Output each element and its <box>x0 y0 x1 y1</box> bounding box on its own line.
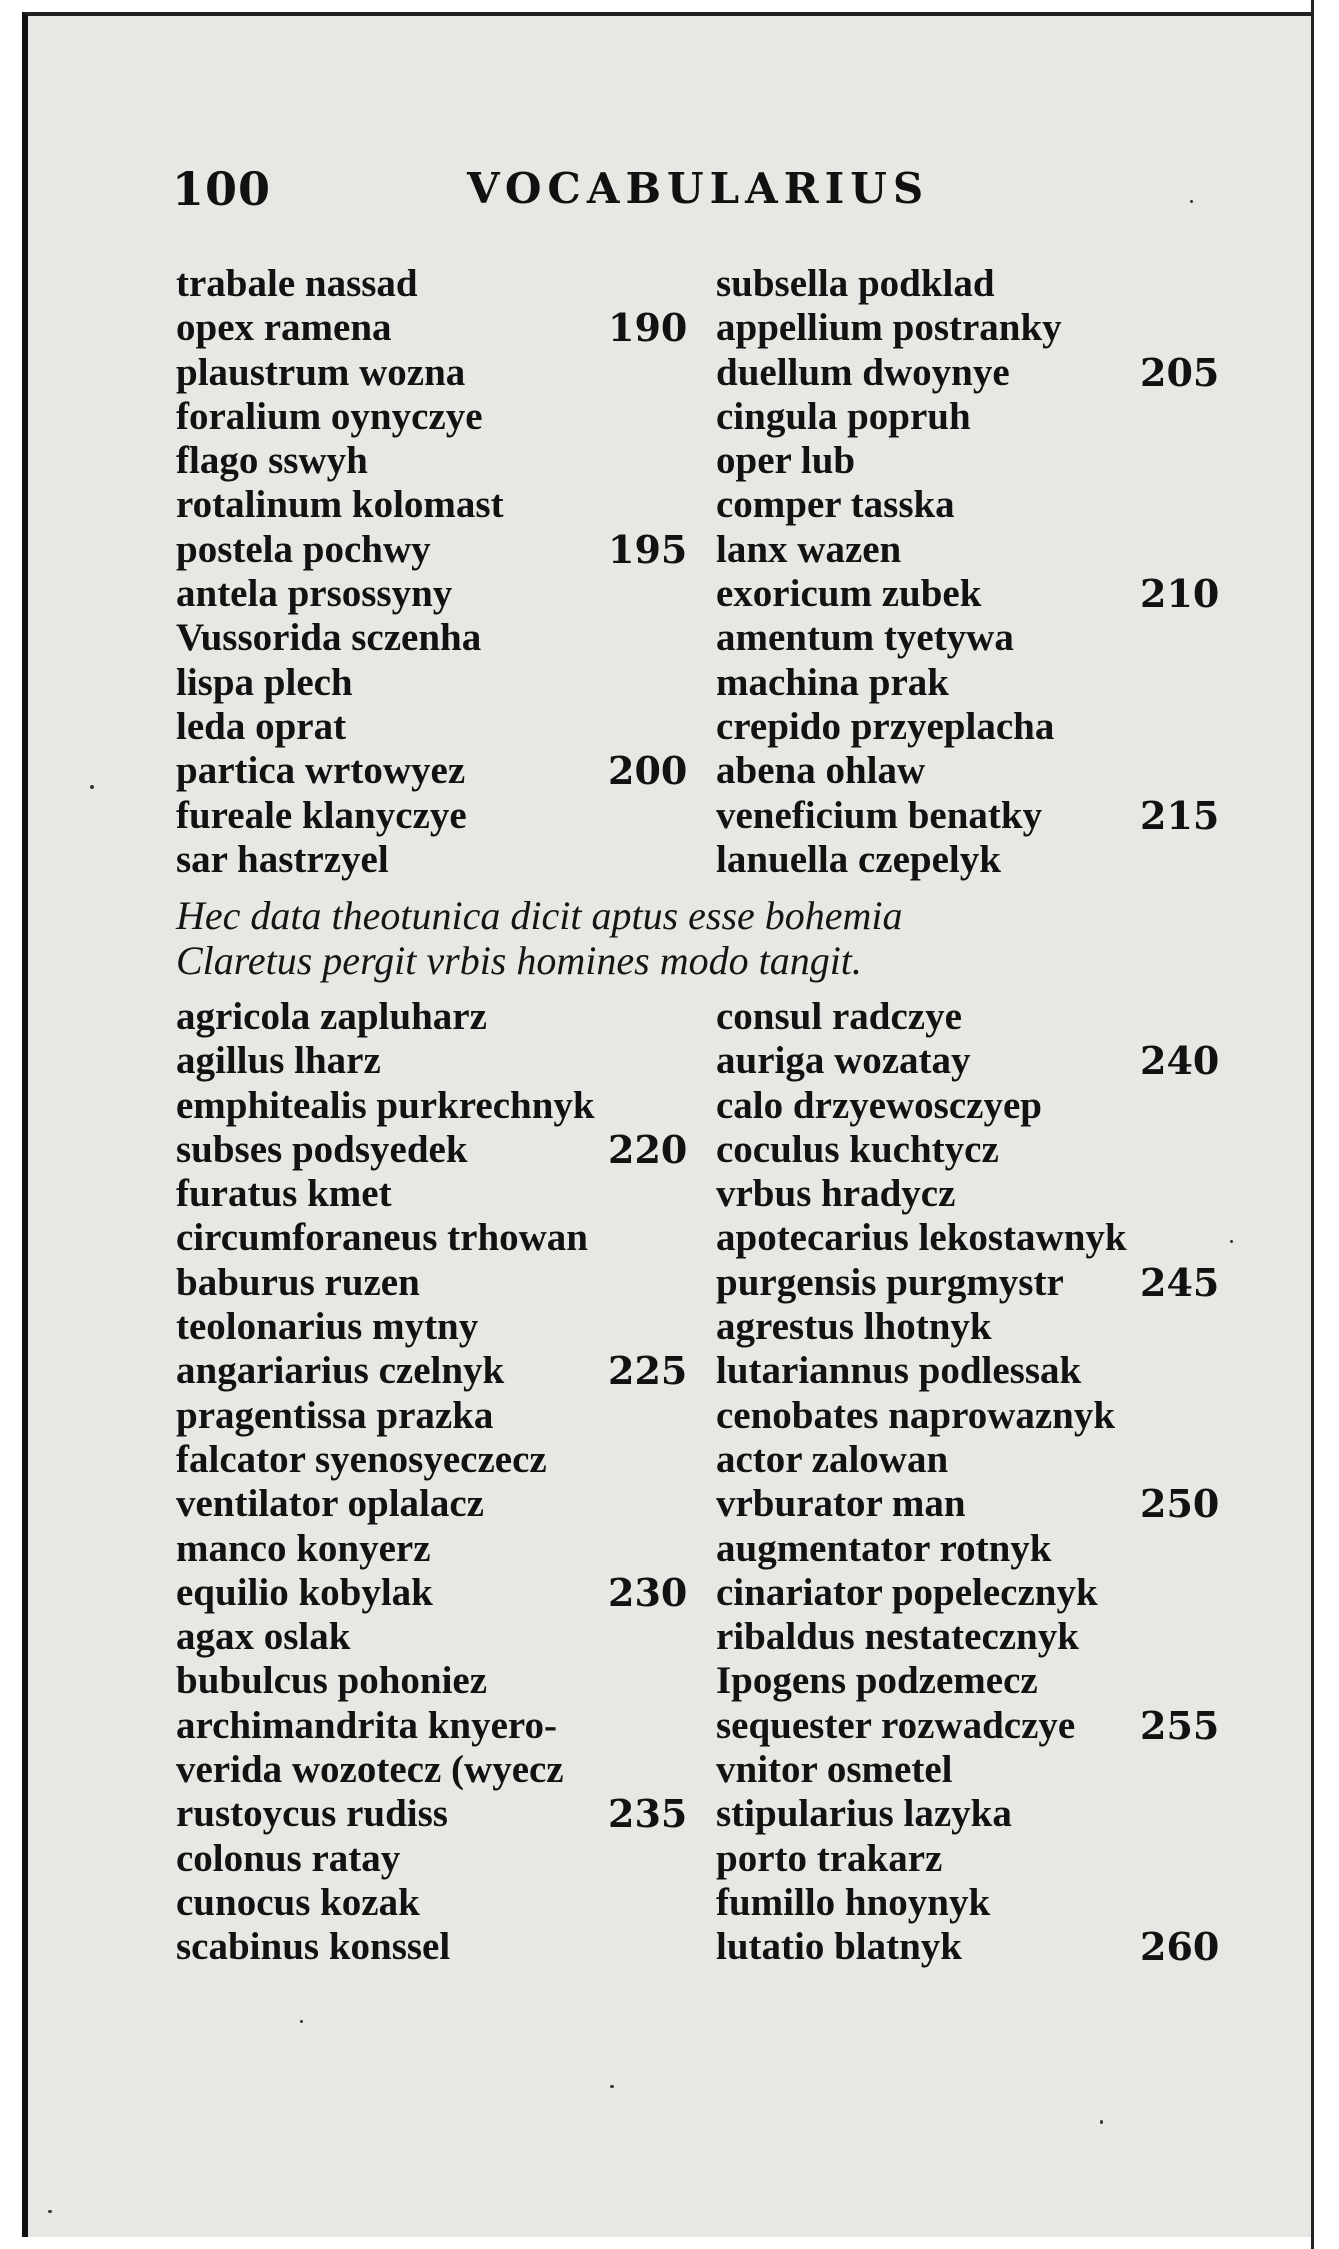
vocab-line <box>716 528 1226 572</box>
vocab-entry: coculus kuchtycz <box>716 1127 999 1171</box>
vocab-line <box>176 572 686 616</box>
vocab-line <box>716 794 1226 838</box>
vocab-line <box>716 1881 1226 1925</box>
line-number: 260 <box>1140 1924 1220 1970</box>
vocab-entry: agrestus lhotnyk <box>716 1305 992 1349</box>
vocab-entry: consul radczye <box>716 995 962 1038</box>
vocab-entry: lanx wazen <box>716 527 902 571</box>
vocab-entry: teolonarius mytny <box>176 1305 479 1349</box>
vocab-entry: ventilator oplalacz <box>176 1482 484 1526</box>
vocab-entry: Ipogens podzemecz <box>716 1659 1038 1703</box>
line-number: 240 <box>1140 1038 1220 1084</box>
vocab-line <box>176 1438 686 1482</box>
vocab-entry: augmentator rotnyk <box>716 1526 1052 1570</box>
vocab-line <box>176 395 686 439</box>
vocab-line <box>176 1659 686 1703</box>
vocab-entry: abena ohlaw <box>716 749 926 793</box>
vocab-line <box>716 1837 1226 1881</box>
vocab-line <box>716 439 1226 483</box>
line-number: 245 <box>1140 1259 1220 1305</box>
vocab-entry: flago sswyh <box>176 439 368 483</box>
vocab-entry: foralium oynyczye <box>176 394 483 438</box>
colophon-verse <box>176 893 1236 983</box>
vocab-entry: rustoycus rudiss <box>176 1792 448 1836</box>
vocab-line <box>716 1792 1226 1836</box>
vocab-entry: Vussorida sczenha <box>176 616 482 660</box>
vocab-line <box>716 838 1226 882</box>
print-speck <box>1100 2120 1103 2124</box>
vocab-line <box>716 1172 1226 1216</box>
vocab-line <box>176 1881 686 1925</box>
running-title: VOCABULARIUS <box>467 164 930 213</box>
vocab-line <box>716 351 1226 395</box>
vocab-entry: archimandrita knyero- <box>176 1703 557 1747</box>
line-number: 225 <box>608 1348 688 1394</box>
vocab-line <box>716 1925 1226 1969</box>
vocab-entry: calo drzyewosczyep <box>716 1083 1042 1127</box>
vocab-entry: auriga wozatay <box>716 1039 971 1083</box>
vocab-entry: subses podsyedek <box>176 1127 468 1171</box>
vocab-entry: angariarius czelnyk <box>176 1349 505 1393</box>
vocab-entry: equilio kobylak <box>176 1570 433 1614</box>
vocab-entry: porto trakarz <box>716 1836 943 1880</box>
vocab-line <box>716 1261 1226 1305</box>
page-header <box>172 162 932 222</box>
vocab-line <box>716 1482 1226 1526</box>
vocab-line <box>716 1748 1226 1792</box>
line-number: 220 <box>608 1126 688 1172</box>
section1-right-column <box>716 262 1226 882</box>
vocab-line <box>176 705 686 749</box>
vocab-line <box>176 306 686 350</box>
line-number: 215 <box>1140 792 1220 838</box>
vocab-entry: opex ramena <box>176 306 392 350</box>
line-number: 250 <box>1140 1481 1220 1527</box>
vocab-line <box>176 1172 686 1216</box>
line-number: 200 <box>608 748 688 794</box>
vocab-entry: cingula popruh <box>716 394 971 438</box>
vocab-line <box>176 749 686 793</box>
colophon-line-2: Claretus pergit vrbis homines modo tangit. <box>176 938 862 983</box>
vocab-entry: purgensis purgmystr <box>716 1260 1064 1304</box>
vocab-entry: vrburator man <box>716 1482 966 1526</box>
vocab-line <box>716 1394 1226 1438</box>
vocab-line <box>176 262 686 306</box>
vocab-entry: exoricum zubek <box>716 572 982 616</box>
vocab-entry: oper lub <box>716 439 856 483</box>
line-number: 195 <box>608 526 688 572</box>
vocab-line <box>716 306 1226 350</box>
vocab-line <box>716 1438 1226 1482</box>
vocab-entry: partica wrtowyez <box>176 749 466 793</box>
print-speck <box>1230 1240 1233 1243</box>
vocab-line <box>176 1615 686 1659</box>
line-number: 210 <box>1140 571 1220 617</box>
vocab-line <box>716 1128 1226 1172</box>
print-speck <box>1190 200 1193 203</box>
vocab-line <box>176 1349 686 1393</box>
vocab-line <box>176 1748 686 1792</box>
vocab-line <box>716 572 1226 616</box>
vocab-line <box>716 1039 1226 1083</box>
vocab-entry: appellium postranky <box>716 306 1062 350</box>
vocab-entry: pragentissa prazka <box>176 1393 494 1437</box>
section2-left-column <box>176 995 686 1970</box>
vocab-line <box>716 262 1226 306</box>
vocab-entry: postela pochwy <box>176 527 431 571</box>
vocab-line <box>716 749 1226 793</box>
vocab-line <box>176 439 686 483</box>
vocab-entry: colonus ratay <box>176 1836 401 1880</box>
vocab-line <box>176 1925 686 1969</box>
vocab-entry: machina prak <box>716 660 949 704</box>
vocab-entry: manco konyerz <box>176 1526 431 1570</box>
vocab-line <box>716 705 1226 749</box>
vocab-entry: stipularius lazyka <box>716 1792 1012 1836</box>
vocab-line <box>176 1482 686 1526</box>
vocab-line <box>176 528 686 572</box>
colophon-line-1: Hec data theotunica dicit aptus esse bohemia <box>176 893 903 938</box>
vocab-entry: fumillo hnoynyk <box>716 1880 991 1924</box>
vocab-line <box>716 483 1226 527</box>
vocab-entry: baburus ruzen <box>176 1260 420 1304</box>
vocab-entry: falcator syenosyeczecz <box>176 1437 547 1481</box>
vocab-line <box>716 1704 1226 1748</box>
vocab-line <box>716 661 1226 705</box>
vocab-entry: trabale nassad <box>176 262 418 305</box>
page-edge <box>1311 0 1339 2249</box>
vocab-line <box>176 1128 686 1172</box>
vocab-line <box>716 1527 1226 1571</box>
vocab-entry: lutariannus podlessak <box>716 1349 1082 1393</box>
vocab-entry: apotecarius lekostawnyk <box>716 1216 1127 1260</box>
print-speck <box>300 2020 303 2023</box>
vocab-entry: plaustrum wozna <box>176 350 466 394</box>
vocab-line <box>176 1039 686 1083</box>
print-speck <box>48 2210 52 2213</box>
vocab-entry: sar hastrzyel <box>176 837 389 881</box>
vocab-entry: cunocus kozak <box>176 1880 420 1924</box>
vocab-entry: agricola zapluharz <box>176 995 487 1038</box>
vocab-line <box>176 1305 686 1349</box>
vocab-entry: actor zalowan <box>716 1437 949 1481</box>
vocab-entry: duellum dwoynye <box>716 350 1010 394</box>
vocab-entry: lanuella czepelyk <box>716 837 1001 881</box>
vocab-line <box>176 661 686 705</box>
vocab-line <box>176 794 686 838</box>
vocab-line <box>716 1084 1226 1128</box>
vocab-line <box>176 483 686 527</box>
vocab-entry: cenobates naprowaznyk <box>716 1393 1116 1437</box>
vocab-entry: leda oprat <box>176 704 347 748</box>
vocab-entry: rotalinum kolomast <box>176 483 504 527</box>
vocab-entry: antela prsossyny <box>176 572 453 616</box>
line-number: 230 <box>608 1569 688 1615</box>
vocab-line <box>716 995 1226 1039</box>
vocab-entry: fureale klanyczye <box>176 793 467 837</box>
section1-left-column <box>176 262 686 882</box>
vocab-entry: verida wozotecz (wyecz <box>176 1748 564 1792</box>
vocab-line <box>176 1084 686 1128</box>
vocab-line <box>176 1261 686 1305</box>
line-number: 255 <box>1140 1702 1220 1748</box>
vocab-entry: veneficium benatky <box>716 793 1043 837</box>
vocab-entry: vnitor osmetel <box>716 1748 953 1792</box>
line-number: 190 <box>608 305 688 351</box>
vocab-line <box>716 1659 1226 1703</box>
line-number: 235 <box>608 1791 688 1837</box>
vocab-entry: subsella podklad <box>716 262 995 305</box>
section2-right-column <box>716 995 1226 1970</box>
vocab-line <box>176 1571 686 1615</box>
vocab-entry: ribaldus nestatecznyk <box>716 1615 1079 1659</box>
vocab-line <box>176 351 686 395</box>
vocab-entry: sequester rozwadczye <box>716 1703 1076 1747</box>
vocab-line <box>176 1792 686 1836</box>
vocab-entry: furatus kmet <box>176 1172 392 1216</box>
vocab-entry: scabinus konssel <box>176 1925 451 1969</box>
print-speck <box>610 2085 614 2088</box>
vocab-line <box>176 1837 686 1881</box>
vocab-entry: bubulcus pohoniez <box>176 1659 488 1703</box>
vocab-line <box>716 1615 1226 1659</box>
line-number: 205 <box>1140 349 1220 395</box>
vocab-line <box>716 616 1226 660</box>
vocab-line <box>716 1216 1226 1260</box>
vocab-line <box>716 1305 1226 1349</box>
vocab-entry: circumforaneus trhowan <box>176 1216 588 1260</box>
vocab-entry: amentum tyetywa <box>716 616 1014 660</box>
vocab-entry: emphitealis purkrechnyk <box>176 1083 595 1127</box>
vocab-line <box>176 616 686 660</box>
vocab-entry: vrbus hradycz <box>716 1172 956 1216</box>
vocab-line <box>716 1571 1226 1615</box>
vocab-line <box>176 838 686 882</box>
vocab-entry: comper tasska <box>716 483 955 527</box>
vocab-line <box>716 1349 1226 1393</box>
vocab-line <box>176 1704 686 1748</box>
vocab-line <box>176 1527 686 1571</box>
print-speck <box>90 785 94 789</box>
vocab-line <box>176 995 686 1039</box>
vocab-entry: lutatio blatnyk <box>716 1925 962 1969</box>
vocab-entry: crepido przyeplacha <box>716 704 1055 748</box>
vocab-entry: lispa plech <box>176 660 353 704</box>
vocab-entry: agax oslak <box>176 1615 351 1659</box>
page-number: 100 <box>172 162 272 216</box>
vocab-line <box>176 1216 686 1260</box>
vocab-line <box>176 1394 686 1438</box>
vocab-entry: agillus lharz <box>176 1039 381 1083</box>
vocab-entry: cinariator popelecznyk <box>716 1570 1098 1614</box>
vocab-line <box>716 395 1226 439</box>
